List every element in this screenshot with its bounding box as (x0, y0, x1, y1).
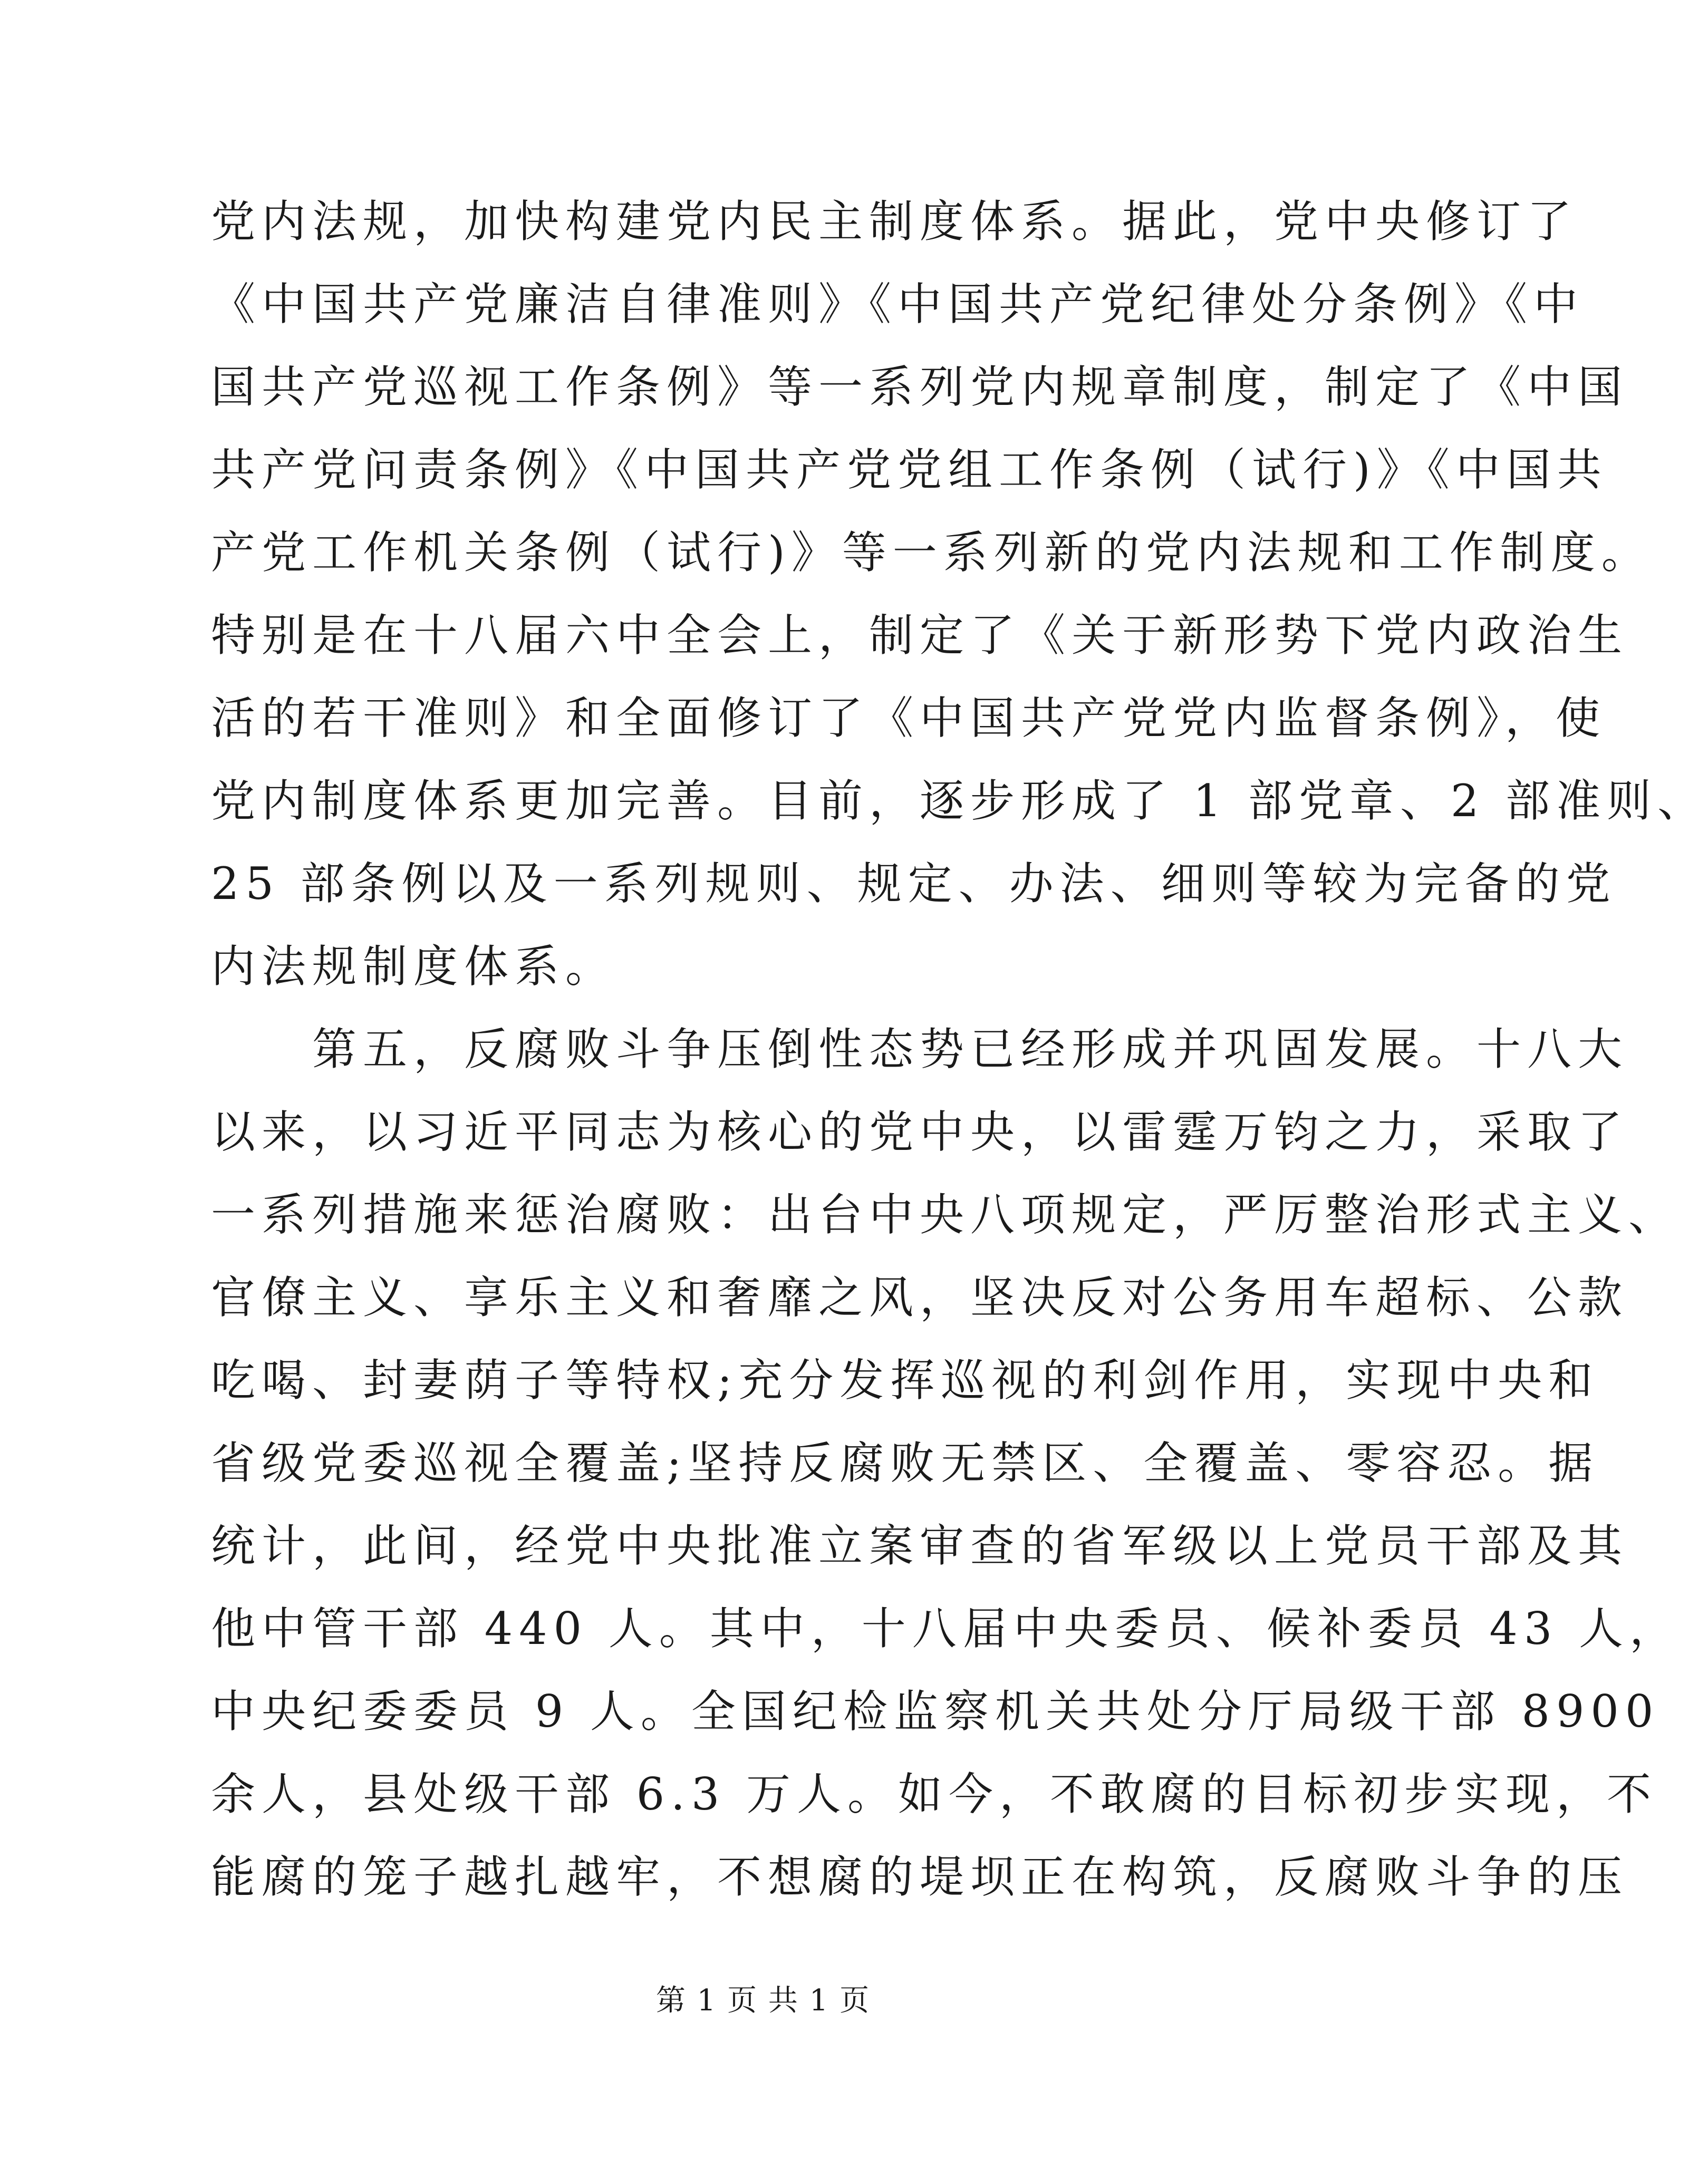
text-line: 能腐的笼子越扎越牢，不想腐的堤坝正在构筑，反腐败斗争的压 (211, 1851, 1629, 1903)
text-line: 活的若干准则》和全面修订了《中国共产党党内监督条例》，使 (211, 692, 1607, 744)
text-line: 他中管干部 440 人。其中，十八届中央委员、候补委员 43 人， (211, 1603, 1681, 1654)
text-line: 省级党委巡视全覆盖;坚持反腐败无禁区、全覆盖、零容忍。据 (211, 1437, 1599, 1489)
text-line: 党内制度体系更加完善。目前，逐步形成了 1 部党章、2 部准则、 (211, 775, 1708, 827)
page-footer: 第 1 页 共 1 页 (655, 1983, 871, 2018)
text-line: 第五，反腐败斗争压倒性态势已经形成并巩固发展。十八大 (211, 1023, 1629, 1075)
text-line: 25 部条例以及一系列规则、规定、办法、细则等较为完备的党 (211, 858, 1617, 909)
text-line: 党内法规，加快构建党内民主制度体系。据此，党中央修订了 (211, 196, 1578, 247)
text-line: 官僚主义、享乐主义和奢靡之风，坚决反对公务用车超标、公款 (211, 1272, 1629, 1323)
text-line: 产党工作机关条例（试行)》等一系列新的党内法规和工作制度。 (211, 527, 1652, 578)
text-line: 内法规制度体系。 (211, 941, 616, 992)
text-line: 吃喝、封妻荫子等特权;充分发挥巡视的利剑作用，实现中央和 (211, 1354, 1599, 1406)
text-line: 一系列措施来惩治腐败：出台中央八项规定，严厉整治形式主义、 (211, 1189, 1680, 1241)
text-line: 《中国共产党廉洁自律准则》《中国共产党纪律处分条例》《中 (211, 278, 1585, 330)
text-line: 余人，县处级干部 6.3 万人。如今，不敢腐的目标初步实现，不 (211, 1768, 1657, 1820)
text-line: 共产党问责条例》《中国共产党党组工作条例（试行)》《中国共 (211, 444, 1608, 496)
text-line: 国共产党巡视工作条例》等一系列党内规章制度，制定了《中国 (211, 361, 1629, 413)
text-line: 中央纪委委员 9 人。全国纪检监察机关共处分厅局级干部 8900 (211, 1686, 1660, 1737)
text-line: 统计，此间，经党中央批准立案审查的省军级以上党员干部及其 (211, 1520, 1629, 1572)
text-line: 以来，以习近平同志为核心的党中央，以雷霆万钧之力，采取了 (211, 1106, 1629, 1158)
text-line: 特别是在十八届六中全会上，制定了《关于新形势下党内政治生 (211, 609, 1629, 661)
